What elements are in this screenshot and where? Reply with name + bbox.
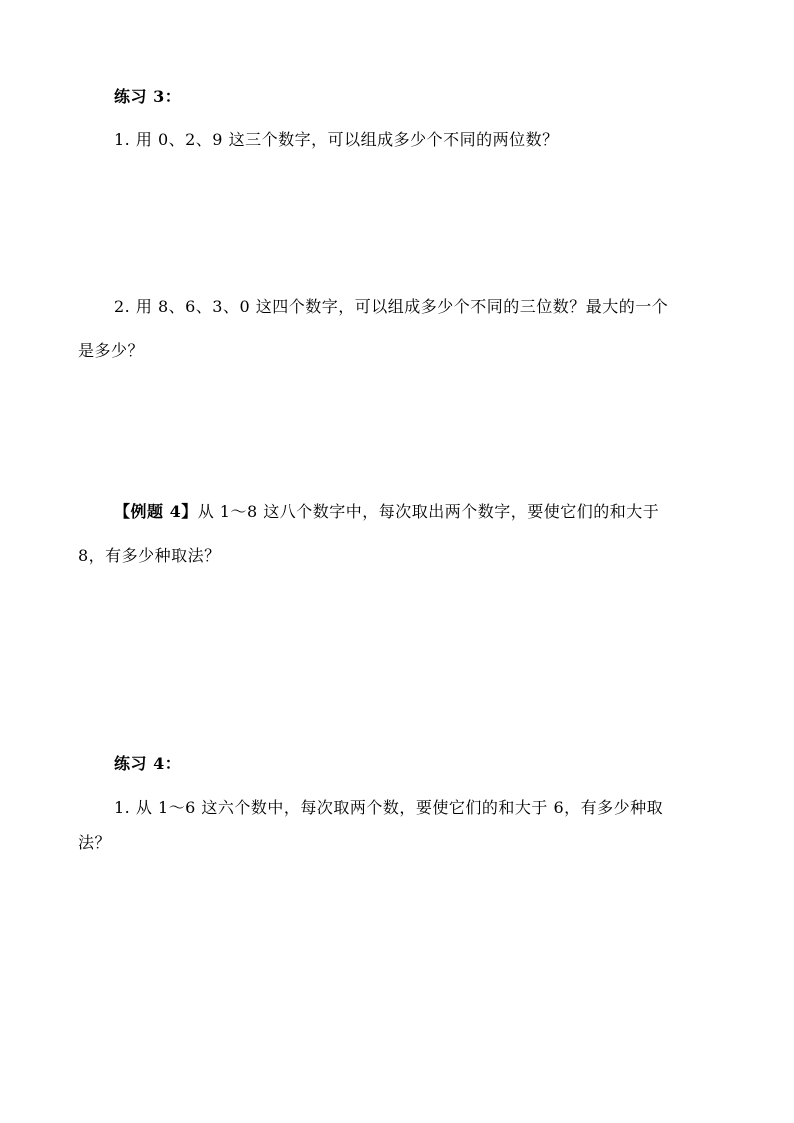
example-4-text: 从 1～8 这八个数字中，每次取出两个数字，要使它们的和大于 [197, 502, 660, 521]
practice-3-question-2-line-1: 2. 用 8、6、3、0 这四个数字，可以组成多少个不同的三位数？最大的一个 [114, 297, 669, 316]
example-4-line-1 [114, 501, 724, 523]
example-4-label: 【例题 4】 [114, 502, 198, 521]
practice-4-question-1-line-1: 1. 从 1～6 这六个数中，每次取两个数，要使它们的和大于 6，有多少种取 [114, 798, 664, 817]
practice-4-question-1-line-2: 法？ [78, 833, 112, 852]
example-4-line-2: 8，有多少种取法？ [78, 546, 221, 565]
practice-3-question-2-line-2: 是多少？ [78, 341, 145, 360]
practice-3-question-1: 1. 用 0、2、9 这三个数字，可以组成多少个不同的两位数？ [114, 130, 559, 149]
practice-3-heading: 练习 3： [114, 87, 182, 106]
practice-4-heading: 练习 4： [114, 754, 182, 773]
